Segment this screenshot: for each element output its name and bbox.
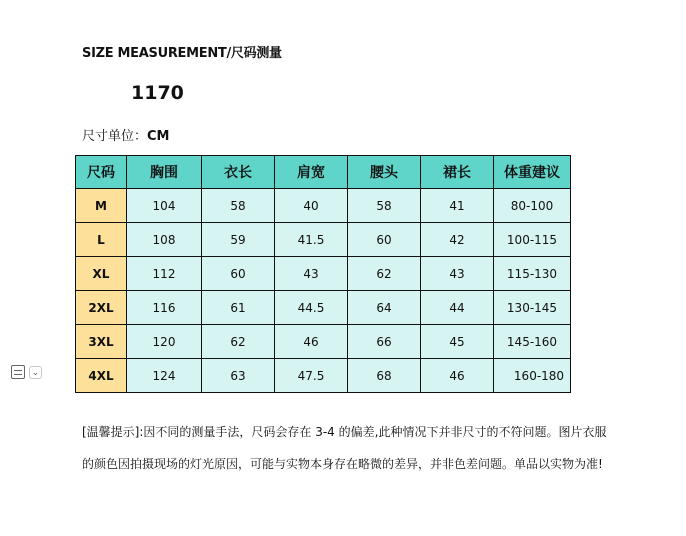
table-cell: 47.5 (275, 359, 348, 393)
table-cell: 120 (127, 325, 202, 359)
table-cell: 112 (127, 257, 202, 291)
table-cell: 68 (348, 359, 421, 393)
table-cell: 46 (275, 325, 348, 359)
unit-value: CM (147, 129, 170, 144)
table-cell: 44 (421, 291, 494, 325)
table-header-row (76, 156, 571, 189)
table-cell: 43 (275, 257, 348, 291)
table-cell: 116 (127, 291, 202, 325)
table-cell: 104 (127, 189, 202, 223)
table-row (76, 257, 571, 291)
table-cell: 44.5 (275, 291, 348, 325)
table-cell: 43 (421, 257, 494, 291)
size-cell: L (76, 223, 127, 257)
table-row (76, 291, 571, 325)
table-cell: 61 (202, 291, 275, 325)
notice-line-1: [温馨提示]:因不同的测量手法，尺码会存在 3-4 的偏差,此种情况下并非尺寸的不符问题。图片衣服 (82, 425, 607, 439)
table-cell: 62 (348, 257, 421, 291)
size-cell: XL (76, 257, 127, 291)
side-widget[interactable] (11, 365, 42, 379)
table-cell: 115-130 (494, 257, 571, 291)
table-row (76, 359, 571, 393)
table-cell: 60 (348, 223, 421, 257)
table-cell: 130-145 (494, 291, 571, 325)
chevron-down-icon[interactable]: ⌄ (29, 366, 42, 379)
header-cell: 腰头 (348, 156, 421, 189)
unit-label: 尺寸单位： (82, 129, 148, 144)
table-cell: 58 (202, 189, 275, 223)
table-cell: 40 (275, 189, 348, 223)
notice-line-2: 的颜色因拍摄现场的灯光原因，可能与实物本身存在略微的差异，并非色差问题。单品以实物为准! (82, 457, 603, 471)
unit-line (82, 125, 170, 144)
table-cell: 41 (421, 189, 494, 223)
table-cell: 42 (421, 223, 494, 257)
table-cell: 160-180 (494, 359, 571, 393)
table-cell: 45 (421, 325, 494, 359)
header-cell: 裙长 (421, 156, 494, 189)
table-cell: 46 (421, 359, 494, 393)
header-cell: 衣长 (202, 156, 275, 189)
table-cell: 108 (127, 223, 202, 257)
size-cell: 2XL (76, 291, 127, 325)
size-cell: 4XL (76, 359, 127, 393)
table-cell: 63 (202, 359, 275, 393)
table-cell: 124 (127, 359, 202, 393)
header-cell: 尺码 (76, 156, 127, 189)
table-cell: 41.5 (275, 223, 348, 257)
size-table (75, 155, 571, 393)
header-cell: 胸围 (127, 156, 202, 189)
size-measurement-title: SIZE MEASUREMENT/尺码测量 (82, 46, 282, 61)
table-row (76, 223, 571, 257)
table-cell: 80-100 (494, 189, 571, 223)
table-cell: 58 (348, 189, 421, 223)
table-row (76, 325, 571, 359)
table-cell: 100-115 (494, 223, 571, 257)
table-cell: 66 (348, 325, 421, 359)
table-cell: 145-160 (494, 325, 571, 359)
table-cell: 62 (202, 325, 275, 359)
size-cell: M (76, 189, 127, 223)
size-cell: 3XL (76, 325, 127, 359)
list-icon[interactable] (11, 365, 25, 379)
table-cell: 60 (202, 257, 275, 291)
header-cell: 肩宽 (275, 156, 348, 189)
table-row (76, 189, 571, 223)
header-cell: 体重建议 (494, 156, 571, 189)
model-number: 1170 (131, 82, 184, 104)
table-cell: 64 (348, 291, 421, 325)
table-cell: 59 (202, 223, 275, 257)
